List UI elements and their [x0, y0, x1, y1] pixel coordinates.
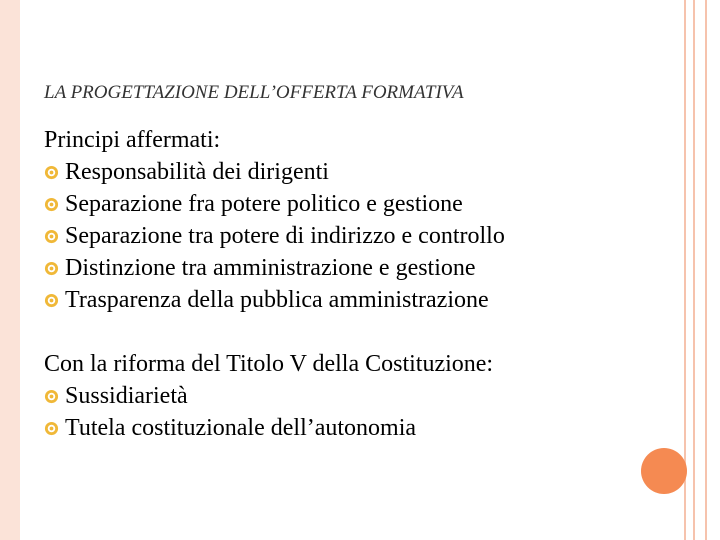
- list-item: [44, 220, 644, 252]
- list-item-label: Separazione tra potere di indirizzo e controllo: [65, 223, 505, 249]
- list-item: [44, 156, 644, 188]
- list-item-label: Sussidiarietà: [65, 383, 188, 409]
- slide-title: LA PROGETTAZIONE DELL’OFFERTA FORMATIVA: [44, 82, 464, 103]
- decorative-circle: [641, 448, 687, 494]
- gear-icon: [44, 165, 59, 180]
- spacer: [44, 316, 644, 348]
- gear-icon: [44, 389, 59, 404]
- gear-icon: [44, 197, 59, 212]
- list-item-label: Trasparenza della pubblica amministrazione: [65, 287, 489, 313]
- gear-icon: [44, 421, 59, 436]
- left-border-strip: [0, 0, 20, 540]
- list-item: [44, 284, 644, 316]
- list-item: [44, 252, 644, 284]
- list-item-label: Separazione fra potere politico e gestione: [65, 191, 463, 217]
- list-item: [44, 380, 644, 412]
- right-border-line: [705, 0, 707, 540]
- list-item-label: Responsabilità dei dirigenti: [65, 159, 329, 185]
- section-heading: Con la riforma del Titolo V della Costituzione:: [44, 351, 494, 377]
- right-border-line: [693, 0, 695, 540]
- list-item: [44, 188, 644, 220]
- gear-icon: [44, 261, 59, 276]
- right-border-line: [684, 0, 686, 540]
- slide-content: [44, 124, 644, 444]
- list-item-label: Distinzione tra amministrazione e gestione: [65, 255, 476, 281]
- section-heading: Principi affermati:: [44, 127, 221, 153]
- gear-icon: [44, 229, 59, 244]
- gear-icon: [44, 293, 59, 308]
- list-item: [44, 412, 644, 444]
- list-item-label: Tutela costituzionale dell’autonomia: [65, 415, 417, 441]
